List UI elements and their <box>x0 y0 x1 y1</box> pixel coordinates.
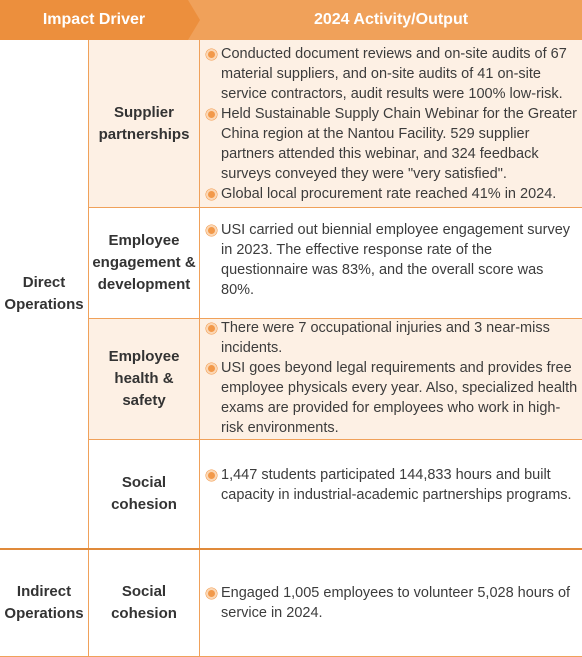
bullet-icon <box>206 363 217 374</box>
list-item: Global local procurement rate reached 41% in 2024. <box>205 184 579 204</box>
driver-supplier-partnerships: Supplier partnerships <box>98 103 190 143</box>
bullet-icon <box>206 470 217 481</box>
driver-employee-engagement: Employee engagement & development <box>92 232 196 293</box>
bullet-icon <box>206 189 217 200</box>
header-impact-driver: Impact Driver <box>42 11 146 28</box>
group-direct-operations: Direct Operations <box>4 274 84 313</box>
list-item: USI carried out biennial employee engagement survey in 2023. The effective response rate of the questionnaire was 83%, and the overall score was 80%. <box>205 220 579 300</box>
driver-social-cohesion-indirect: Social cohesion <box>111 583 177 622</box>
activity-list-social-direct <box>205 465 579 505</box>
bullet-icon <box>206 588 217 599</box>
list-item: 1,447 students participated 144,833 hours and built capacity in industrial-academic partnerships programs. <box>205 465 579 505</box>
column-divider <box>199 550 200 657</box>
driver-employee-health-safety: Employee health & safety <box>108 348 180 409</box>
activity-list-engagement <box>205 220 579 300</box>
activity-list-supplier <box>205 44 579 204</box>
bullet-icon <box>206 225 217 236</box>
header-activity-output: 2024 Activity/Output <box>313 11 469 28</box>
list-item: Conducted document reviews and on-site audits of 67 material suppliers, and on-site audits of 41 on-site service contractors, audit results were 100% low-risk. <box>205 44 579 104</box>
activity-list-health <box>205 318 579 438</box>
table-header <box>0 0 582 40</box>
bullet-icon <box>206 109 217 120</box>
driver-social-cohesion-direct: Social cohesion <box>111 474 177 513</box>
list-item: USI goes beyond legal requirements and provides free employee physicals every year. Also, specialized health exams are provided for employees who work in high-risk environments. <box>205 358 579 438</box>
activity-list-social-indirect <box>205 583 579 623</box>
list-item: Held Sustainable Supply Chain Webinar for the Greater China region at the Nantou Facility. 529 supplier partners attended this webinar, and 324 feedback surveys conveyed they were "very satisfied". <box>205 104 579 184</box>
column-divider <box>199 40 200 548</box>
list-item: There were 7 occupational injuries and 3 near-miss incidents. <box>205 318 579 358</box>
list-item: Engaged 1,005 employees to volunteer 5,028 hours of service in 2024. <box>205 583 579 623</box>
group-indirect-operations: Indirect Operations <box>4 583 84 622</box>
bullet-icon <box>206 49 217 60</box>
bullet-icon <box>206 323 217 334</box>
